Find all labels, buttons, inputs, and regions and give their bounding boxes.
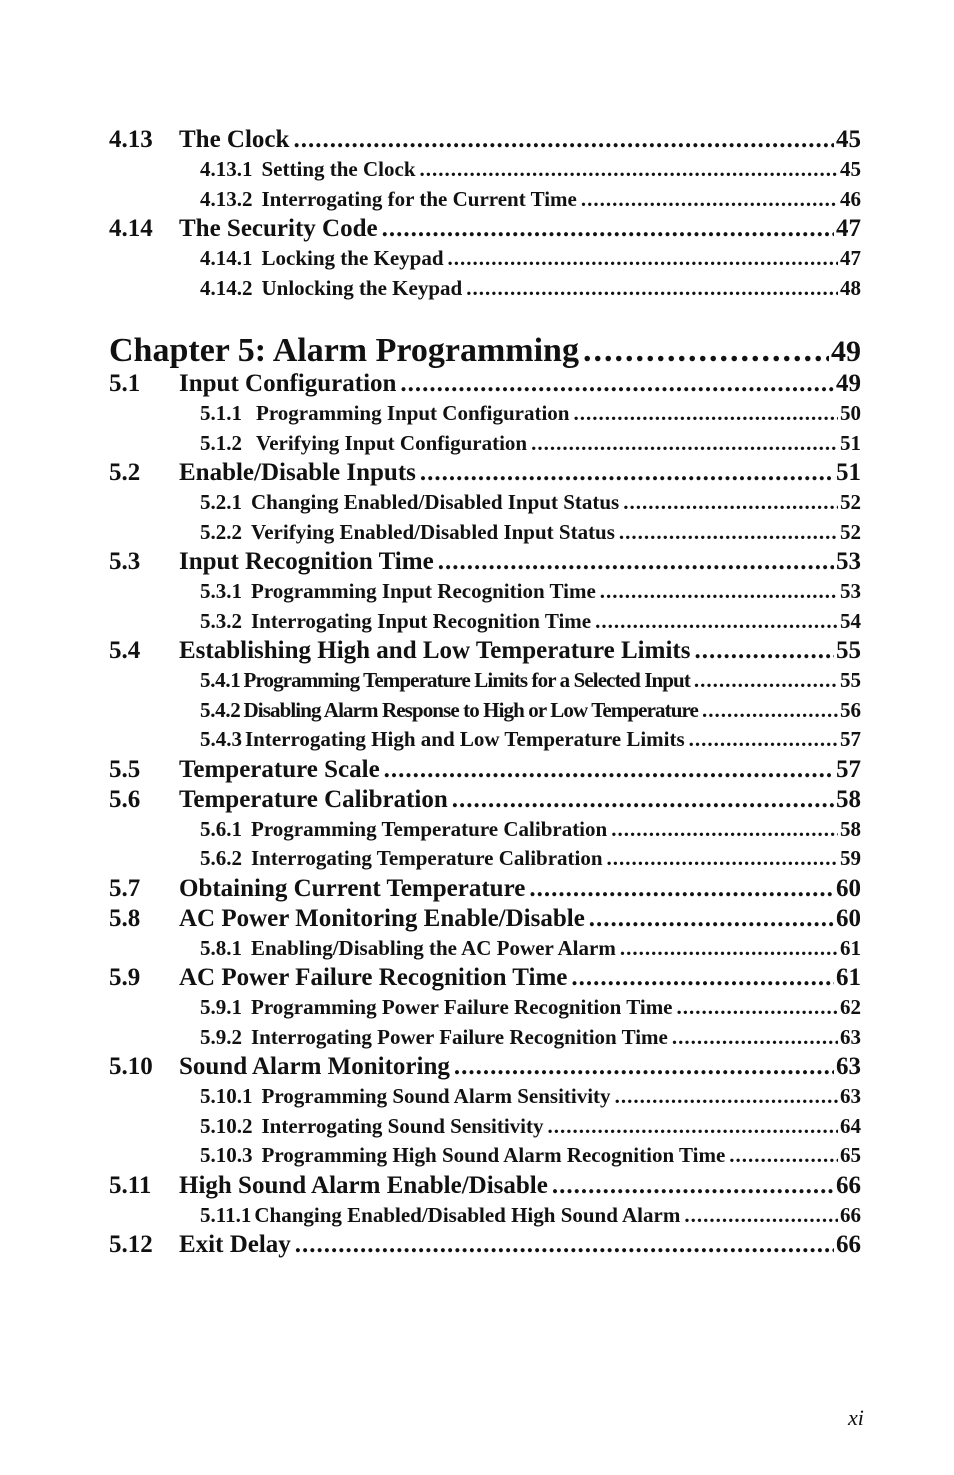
toc-entry-title: Input Configuration xyxy=(179,370,397,397)
toc-leader-dots xyxy=(454,1052,834,1082)
toc-section-entry xyxy=(109,785,861,815)
toc-entry-number: 5.3 xyxy=(109,548,141,575)
toc-entry-title: Interrogating Sound Sensitivity xyxy=(261,1113,544,1138)
toc-section-entry xyxy=(109,963,861,993)
toc-entry-page: 55 xyxy=(836,637,861,664)
toc-section-entry xyxy=(109,904,861,934)
toc-entry-number: 5.2.2 xyxy=(200,519,242,544)
toc-entry-title: Chapter 5: Alarm Programming xyxy=(109,333,579,369)
toc-entry-page: 66 xyxy=(840,1202,861,1227)
toc-entry-page: 62 xyxy=(840,995,861,1019)
toc-leader-dots xyxy=(420,155,839,185)
toc-subsection-entry xyxy=(109,666,861,696)
toc-leader-dots xyxy=(620,934,838,964)
toc-entry-number: 5.10.1 xyxy=(200,1084,253,1108)
toc-leader-dots xyxy=(548,1112,839,1142)
toc-entry-number: 5.2.1 xyxy=(200,490,242,514)
toc-leader-dots xyxy=(531,429,838,459)
page-number: xi xyxy=(848,1405,864,1430)
toc-entry-title: Obtaining Current Temperature xyxy=(179,874,526,902)
toc-entry-number: 5.2 xyxy=(109,459,141,486)
toc-section-entry xyxy=(109,458,861,488)
toc-entry-title: Programming Input Recognition Time xyxy=(251,579,596,603)
toc-entry-title: Unlocking the Keypad xyxy=(261,275,463,300)
toc-entry-page: 61 xyxy=(840,935,861,960)
toc-subsection-entry xyxy=(109,488,861,518)
toc-subsection-entry xyxy=(109,696,861,726)
toc-leader-dots xyxy=(552,1171,834,1201)
toc-entry-number: 4.13 xyxy=(109,126,153,153)
toc-leader-dots xyxy=(295,1230,834,1260)
toc-entry-number: 5.8 xyxy=(109,904,141,932)
toc-leader-dots xyxy=(689,725,838,755)
toc-entry-page: 49 xyxy=(836,370,861,397)
toc-subsection-entry xyxy=(109,844,861,874)
toc-entry-title: Enabling/Disabling the AC Power Alarm xyxy=(251,935,616,960)
toc-leader-dots xyxy=(677,993,838,1023)
toc-subsection-entry xyxy=(109,607,861,637)
toc-entry-title: Programming Temperature Calibration xyxy=(251,816,608,841)
toc-leader-dots xyxy=(293,125,834,155)
toc-leader-dots xyxy=(382,214,834,244)
toc-entry-title: Programming Sound Alarm Sensitivity xyxy=(261,1084,611,1108)
toc-entry-title: High Sound Alarm Enable/Disable xyxy=(179,1171,548,1199)
toc-leader-dots xyxy=(529,874,834,904)
toc-leader-dots xyxy=(615,1082,838,1112)
toc-entry-title: Temperature Calibration xyxy=(179,785,448,813)
toc-entry-number: 5.8.1 xyxy=(200,935,242,960)
toc-entry-title: Disabling Alarm Response to High or Low Temperature xyxy=(243,697,698,722)
toc-subsection-entry xyxy=(109,518,861,548)
toc-entry-number: 5.11 xyxy=(109,1171,152,1199)
toc-leader-dots xyxy=(466,274,838,304)
toc-subsection-entry xyxy=(109,993,861,1023)
toc-entry-page: 66 xyxy=(836,1171,861,1199)
toc-entry-title: Programming Power Failure Recognition Time xyxy=(251,995,673,1019)
toc-entry-title: Changing Enabled/Disabled Input Status xyxy=(251,490,620,514)
toc-entry-number: 5.4.3 xyxy=(200,727,242,751)
toc-leader-dots xyxy=(619,518,838,548)
toc-subsection-entry xyxy=(109,1082,861,1112)
toc-entry-page: 46 xyxy=(840,186,861,211)
toc-section-entry xyxy=(109,755,861,785)
toc-entry-page: 47 xyxy=(840,246,861,270)
toc-entry-title: Programming Input Configuration xyxy=(256,401,570,425)
toc-entry-title: Interrogating Power Failure Recognition Time xyxy=(251,1024,668,1049)
toc-entry-page: 65 xyxy=(840,1143,861,1167)
toc-section-entry xyxy=(109,125,861,155)
toc-entry-title: Programming High Sound Alarm Recognition Time xyxy=(261,1143,726,1167)
toc-subsection-entry xyxy=(109,1201,861,1231)
toc-entry-title: Enable/Disable Inputs xyxy=(179,459,416,486)
toc-entry-page: 57 xyxy=(840,727,861,751)
toc-section-entry xyxy=(109,547,861,577)
toc-subsection-entry xyxy=(109,185,861,215)
toc-entry-page: 64 xyxy=(840,1113,861,1138)
toc-entry-number: 4.13.1 xyxy=(200,157,253,181)
toc-entry-number: 5.6.1 xyxy=(200,816,242,841)
toc-entry-title: Interrogating Input Recognition Time xyxy=(251,608,592,633)
toc-leader-dots xyxy=(573,399,838,429)
toc-entry-number: 5.9.1 xyxy=(200,995,242,1019)
toc-entry-page: 63 xyxy=(836,1053,861,1080)
toc-entry-page: 52 xyxy=(840,519,861,544)
toc-entry-title: The Security Code xyxy=(179,215,378,242)
toc-entry-page: 60 xyxy=(836,874,861,902)
toc-subsection-entry xyxy=(109,815,861,845)
toc-subsection-entry xyxy=(109,725,861,755)
toc-entry-page: 51 xyxy=(836,459,861,486)
toc-leader-dots xyxy=(729,1141,838,1171)
toc-section-entry xyxy=(109,1052,861,1082)
toc-entry-number: 5.10 xyxy=(109,1053,153,1080)
toc-subsection-entry xyxy=(109,1112,861,1142)
toc-leader-dots xyxy=(384,755,834,785)
toc-entry-page: 53 xyxy=(840,579,861,603)
toc-entry-page: 53 xyxy=(836,548,861,575)
toc-entry-number: 4.14.1 xyxy=(200,246,253,270)
toc-entry-title: Interrogating for the Current Time xyxy=(261,186,577,211)
toc-entry-page: 56 xyxy=(840,697,861,722)
toc-entry-number: 5.4.1 xyxy=(200,668,241,692)
toc-entry-page: 45 xyxy=(840,157,861,181)
toc-entry-number: 5.10.2 xyxy=(200,1113,253,1138)
toc-chapter-heading xyxy=(109,333,861,369)
toc-entry-number: 5.9 xyxy=(109,964,141,991)
toc-entry-page: 66 xyxy=(836,1231,861,1258)
toc-leader-dots xyxy=(420,458,834,488)
toc-subsection-entry xyxy=(109,577,861,607)
toc-section-entry xyxy=(109,636,861,666)
toc-entry-page: 54 xyxy=(840,608,861,633)
toc-leader-dots xyxy=(571,963,834,993)
toc-entry-page: 51 xyxy=(840,430,861,455)
toc-leader-dots xyxy=(684,1201,838,1231)
toc-entry-title: AC Power Failure Recognition Time xyxy=(179,964,568,991)
toc-entry-number: 5.11.1 xyxy=(200,1202,252,1227)
toc-subsection-entry xyxy=(109,244,861,274)
toc-entry-number: 5.5 xyxy=(109,755,141,783)
toc-subsection-entry xyxy=(109,429,861,459)
toc-entry-page: 48 xyxy=(840,275,861,300)
toc-entry-page: 59 xyxy=(840,846,861,870)
toc-entry-title: Locking the Keypad xyxy=(261,246,444,270)
toc-subsection-entry xyxy=(109,274,861,304)
toc-entry-number: 5.1 xyxy=(109,370,141,397)
toc-leader-dots xyxy=(595,607,838,637)
toc-entry-page: 60 xyxy=(836,904,861,932)
toc-entry-title: Temperature Scale xyxy=(179,755,380,783)
toc-leader-dots xyxy=(583,333,829,369)
toc-subsection-entry xyxy=(109,934,861,964)
toc-entry-title: AC Power Monitoring Enable/Disable xyxy=(179,904,585,932)
toc-entry-title: The Clock xyxy=(179,126,290,153)
toc-entry-page: 63 xyxy=(840,1024,861,1049)
toc-entry-title: Interrogating High and Low Temperature Limits xyxy=(245,727,685,751)
toc-leader-dots xyxy=(607,844,838,874)
toc-entry-page: 45 xyxy=(836,126,861,153)
toc-entry-number: 5.1.1 xyxy=(200,401,242,425)
toc-leader-dots xyxy=(438,547,834,577)
toc-entry-title: Changing Enabled/Disabled High Sound Alarm xyxy=(254,1202,681,1227)
toc-entry-number: 5.6 xyxy=(109,785,141,813)
toc-entry-number: 4.14.2 xyxy=(200,275,253,300)
toc-entry-number: 4.13.2 xyxy=(200,186,253,211)
toc-entry-page: 58 xyxy=(836,785,861,813)
toc-leader-dots xyxy=(611,815,838,845)
toc-entry-title: Interrogating Temperature Calibration xyxy=(251,846,603,870)
toc-section-entry xyxy=(109,874,861,904)
toc-leader-dots xyxy=(672,1023,838,1053)
toc-entry-title: Exit Delay xyxy=(179,1231,291,1258)
toc-leader-dots xyxy=(694,666,838,696)
toc-entry-number: 5.4.2 xyxy=(200,697,241,722)
toc-entry-page: 58 xyxy=(840,816,861,841)
toc-subsection-entry xyxy=(109,1023,861,1053)
toc-entry-number: 5.1.2 xyxy=(200,430,242,455)
toc-leader-dots xyxy=(448,244,838,274)
toc-entry-page: 63 xyxy=(840,1084,861,1108)
toc-entry-number: 5.12 xyxy=(109,1231,153,1258)
toc-leader-dots xyxy=(452,785,834,815)
toc-entry-number: 5.3.2 xyxy=(200,608,242,633)
toc-entry-number: 5.10.3 xyxy=(200,1143,253,1167)
toc-leader-dots xyxy=(694,636,834,666)
toc-entry-number: 5.3.1 xyxy=(200,579,242,603)
toc-section-entry xyxy=(109,214,861,244)
toc-entry-title: Setting the Clock xyxy=(261,157,416,181)
toc-entry-title: Sound Alarm Monitoring xyxy=(179,1053,450,1080)
toc-entry-title: Establishing High and Low Temperature Limits xyxy=(179,637,691,664)
toc-entry-title: Programming Temperature Limits for a Selected Input xyxy=(243,668,690,692)
toc-section-entry xyxy=(109,1171,861,1201)
toc-leader-dots xyxy=(581,185,838,215)
toc-entry-title: Verifying Input Configuration xyxy=(256,430,528,455)
toc-leader-dots xyxy=(702,696,838,726)
toc-leader-dots xyxy=(623,488,838,518)
toc-entry-page: 61 xyxy=(836,964,861,991)
table-of-contents xyxy=(109,125,861,1260)
toc-section-entry xyxy=(109,1230,861,1260)
toc-subsection-entry xyxy=(109,155,861,185)
toc-section-entry xyxy=(109,369,861,399)
toc-entry-title: Input Recognition Time xyxy=(179,548,434,575)
toc-entry-title: Verifying Enabled/Disabled Input Status xyxy=(251,519,615,544)
toc-entry-number: 5.9.2 xyxy=(200,1024,242,1049)
toc-entry-page: 52 xyxy=(840,490,861,514)
toc-leader-dots xyxy=(600,577,838,607)
toc-entry-page: 57 xyxy=(836,755,861,783)
toc-entry-page: 47 xyxy=(836,215,861,242)
toc-entry-page: 55 xyxy=(840,668,861,692)
toc-subsection-entry xyxy=(109,399,861,429)
toc-leader-dots xyxy=(400,369,834,399)
toc-entry-number: 5.6.2 xyxy=(200,846,242,870)
toc-entry-number: 5.4 xyxy=(109,637,141,664)
toc-entry-number: 5.7 xyxy=(109,874,141,902)
toc-entry-page: 50 xyxy=(840,401,861,425)
toc-subsection-entry xyxy=(109,1141,861,1171)
toc-entry-page: 49 xyxy=(831,335,861,368)
toc-entry-number: 4.14 xyxy=(109,215,153,242)
toc-leader-dots xyxy=(589,904,834,934)
